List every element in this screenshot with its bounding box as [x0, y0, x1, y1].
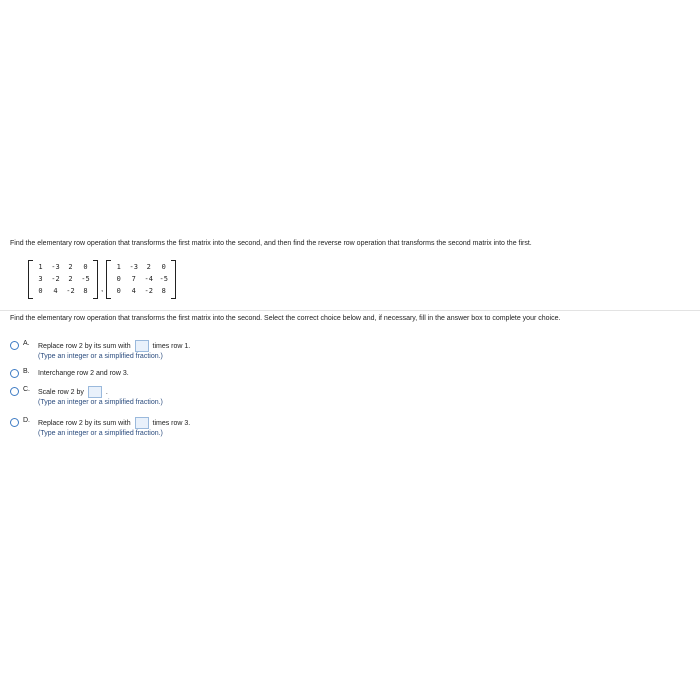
matrix-2-cell: 0	[116, 275, 121, 283]
question-prompt: Find the elementary row operation that transforms the first matrix into the second, and then find the reverse row operation that transforms the second matrix into the first.	[10, 240, 532, 247]
matrix-2-cell: 2	[146, 263, 151, 271]
matrix-1-cell: 1	[38, 263, 43, 271]
matrix-2-cell: -5	[159, 275, 168, 283]
radio-c[interactable]	[10, 387, 19, 396]
matrix-2-cell: -3	[129, 263, 138, 271]
matrices	[28, 260, 176, 299]
matrix-2-cell: 7	[131, 275, 136, 283]
matrix-2	[106, 260, 176, 299]
radio-d[interactable]	[10, 418, 19, 427]
matrix-1-cell: 2	[68, 263, 73, 271]
choice-c-text-before: Scale row 2 by	[38, 388, 84, 396]
matrix-1-cell: -2	[66, 287, 75, 295]
matrix-2-cell: 4	[131, 287, 136, 295]
choice-b-content	[38, 368, 129, 379]
matrix-1-cell: -5	[81, 275, 90, 283]
choice-a-hint: (Type an integer or a simplified fraction.)	[38, 353, 163, 360]
choice-letter: A.	[23, 340, 30, 347]
choice-c-content	[38, 386, 163, 408]
matrix-separator: ,	[101, 284, 104, 293]
divider	[0, 310, 700, 311]
choice-a-text-after: times row 1.	[152, 342, 191, 350]
matrix-1-cell: 2	[68, 275, 73, 283]
choice-a-text-before: Replace row 2 by its sum with	[38, 342, 131, 350]
matrix-2-cell: -2	[144, 287, 153, 295]
matrix-2-cell: -4	[144, 275, 153, 283]
choice-letter: D.	[23, 417, 30, 424]
matrix-1-cell: -2	[51, 275, 60, 283]
matrix-2-cell: 8	[161, 287, 166, 295]
matrix-1-cell: -3	[51, 263, 60, 271]
choice-a-content	[38, 340, 190, 362]
radio-b[interactable]	[10, 369, 19, 378]
radio-a[interactable]	[10, 341, 19, 350]
choice-d-content	[38, 417, 190, 439]
choice-d-text-after: times row 3.	[152, 419, 191, 427]
choice-c-text-after: .	[105, 388, 108, 396]
matrix-1	[28, 260, 98, 299]
matrix-2-cell: 1	[116, 263, 121, 271]
choice-b-text: Interchange row 2 and row 3.	[38, 370, 129, 377]
choice-c-hint: (Type an integer or a simplified fraction.)	[38, 399, 163, 406]
choice-letter: C.	[23, 386, 30, 393]
choice-d-hint: (Type an integer or a simplified fraction.)	[38, 430, 163, 437]
matrix-1-cell: 0	[83, 263, 88, 271]
choice-d-text-before: Replace row 2 by its sum with	[38, 419, 131, 427]
matrix-1-cell: 8	[83, 287, 88, 295]
matrix-1-cell: 4	[53, 287, 58, 295]
matrix-1-cell: 0	[38, 287, 43, 295]
matrix-2-cell: 0	[116, 287, 121, 295]
question-subprompt: Find the elementary row operation that transforms the first matrix into the second. Select the correct choice below and, if necessary, fill in the answer box to complete your choice.	[10, 315, 561, 322]
matrix-2-cell: 0	[161, 263, 166, 271]
matrix-1-cell: 3	[38, 275, 43, 283]
choice-letter: B.	[23, 368, 30, 375]
